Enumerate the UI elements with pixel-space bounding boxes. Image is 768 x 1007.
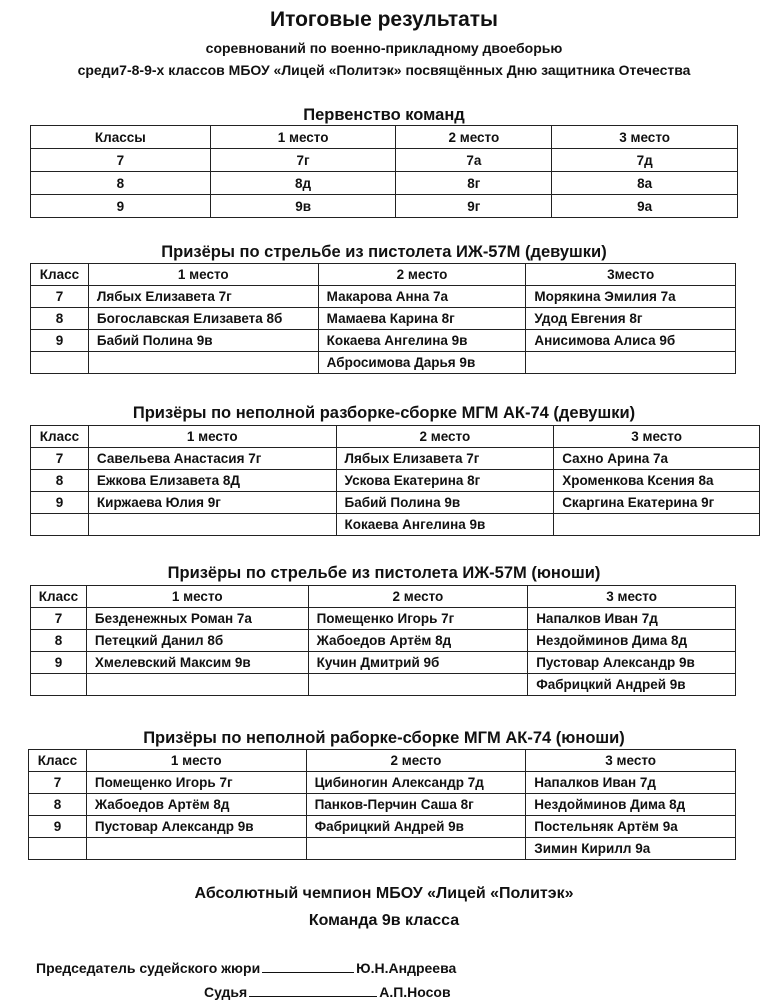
table-cell: Нездойминов Дима 8д <box>528 630 736 652</box>
signature-blank <box>249 984 377 997</box>
table-cell: Помещенко Игорь 7г <box>86 772 306 794</box>
table-cell: 9 <box>31 195 211 218</box>
table-cell: 9г <box>396 195 552 218</box>
section-title-pistol-girls: Призёры по стрельбе из пистолета ИЖ-57М (девушки) <box>161 243 607 261</box>
class-cell: 9 <box>31 330 89 352</box>
table-cell: Лябых Елизавета 7г <box>336 448 554 470</box>
results-table-assembly-boys <box>28 749 736 860</box>
table-cell: Скаргина Екатерина 9г <box>554 492 760 514</box>
table-cell: Цибиногин Александр 7д <box>306 772 526 794</box>
table-cell: Хмелевский Максим 9в <box>86 652 308 674</box>
table-cell: Удод Евгения 8г <box>526 308 736 330</box>
class-cell: 8 <box>29 794 87 816</box>
table-cell: Бабий Полина 9в <box>336 492 554 514</box>
page-title: Итоговые результаты <box>270 8 498 31</box>
results-table-pistol-boys <box>30 585 736 696</box>
table-row <box>29 794 736 816</box>
team-header-cell: Классы <box>31 126 211 149</box>
table-cell: Зимин Кирилл 9а <box>526 838 736 860</box>
header-cell: Класс <box>31 264 89 286</box>
table-cell <box>308 674 528 696</box>
table-row <box>31 470 760 492</box>
table-header-row <box>31 426 760 448</box>
results-table-assembly-girls <box>30 425 760 536</box>
table-cell: Ежкова Елизавета 8Д <box>88 470 336 492</box>
table-cell: Сахно Арина 7а <box>554 448 760 470</box>
table-cell: Панков-Перчин Саша 8г <box>306 794 526 816</box>
header-cell: 2 место <box>306 750 526 772</box>
table-cell: Пустовар Александр 9в <box>528 652 736 674</box>
table-cell: Кокаева Ангелина 9в <box>318 330 526 352</box>
table-row <box>31 195 738 218</box>
table-row <box>29 816 736 838</box>
table-cell: Морякина Эмилия 7а <box>526 286 736 308</box>
page-subtitle-2: среди7-8-9-х классов МБОУ «Лицей «Политэк» посвящённых Дню защитника Отечества <box>77 62 691 78</box>
table-row <box>31 492 760 514</box>
table-cell: Хроменкова Ксения 8а <box>554 470 760 492</box>
table-cell: Киржаева Юлия 9г <box>88 492 336 514</box>
class-cell: 9 <box>31 492 89 514</box>
table-cell: Макарова Анна 7а <box>318 286 526 308</box>
table-row <box>31 608 736 630</box>
class-cell <box>31 514 89 536</box>
header-cell: 3 место <box>554 426 760 448</box>
absolute-champion-line: Абсолютный чемпион МБОУ «Лицей «Политэк» <box>194 885 574 902</box>
table-cell <box>86 838 306 860</box>
table-cell: Фабрицкий Андрей 9в <box>306 816 526 838</box>
table-row <box>31 330 736 352</box>
class-cell <box>31 674 87 696</box>
class-cell: 9 <box>29 816 87 838</box>
table-cell: 7 <box>31 149 211 172</box>
table-row <box>31 448 760 470</box>
table-cell: Помещенко Игорь 7г <box>308 608 528 630</box>
table-cell: 7г <box>210 149 396 172</box>
team-section-title: Первенство команд <box>303 106 465 124</box>
team-header-cell: 2 место <box>396 126 552 149</box>
class-cell: 8 <box>31 470 89 492</box>
table-cell: 8г <box>396 172 552 195</box>
table-cell: Жабоедов Артём 8д <box>86 794 306 816</box>
table-row <box>31 630 736 652</box>
header-cell: 2 место <box>336 426 554 448</box>
class-cell: 8 <box>31 630 87 652</box>
header-cell: 1 место <box>86 750 306 772</box>
header-cell: 1 место <box>88 426 336 448</box>
table-cell: Ускова Екатерина 8г <box>336 470 554 492</box>
table-cell: 9а <box>552 195 738 218</box>
section-title-pistol-boys: Призёры по стрельбе из пистолета ИЖ-57М (юноши) <box>167 564 601 582</box>
table-cell: 8 <box>31 172 211 195</box>
table-cell <box>306 838 526 860</box>
judge-signature-line <box>204 984 451 1000</box>
header-cell: 2 место <box>308 586 528 608</box>
table-cell: Бабий Полина 9в <box>88 330 318 352</box>
table-cell: Петецкий Данил 8б <box>86 630 308 652</box>
table-cell: Жабоедов Артём 8д <box>308 630 528 652</box>
table-cell: Пустовар Александр 9в <box>86 816 306 838</box>
table-row <box>31 286 736 308</box>
table-cell: Лябых Елизавета 7г <box>88 286 318 308</box>
table-cell: Напалков Иван 7д <box>528 608 736 630</box>
section-title-assembly-boys: Призёры по неполной раборке-сборке МГМ АК-74 (юноши) <box>143 729 625 747</box>
class-cell: 7 <box>31 608 87 630</box>
class-cell: 7 <box>29 772 87 794</box>
table-cell: Фабрицкий Андрей 9в <box>528 674 736 696</box>
table-cell: Безденежных Роман 7а <box>86 608 308 630</box>
table-cell <box>526 352 736 374</box>
class-cell: 9 <box>31 652 87 674</box>
table-cell: Абросимова Дарья 9в <box>318 352 526 374</box>
table-row <box>31 172 738 195</box>
header-cell: Класс <box>29 750 87 772</box>
judge-name: А.П.Носов <box>379 984 451 1000</box>
header-cell: 3место <box>526 264 736 286</box>
team-table <box>30 125 738 218</box>
header-cell: 3 место <box>526 750 736 772</box>
table-row <box>31 514 760 536</box>
table-row <box>31 674 736 696</box>
table-cell: Богославская Елизавета 8б <box>88 308 318 330</box>
champion-team-line: Команда 9в класса <box>308 912 460 929</box>
team-header-cell: 3 место <box>552 126 738 149</box>
table-row <box>29 838 736 860</box>
page-subtitle: соревнований по военно-прикладному двоеборью <box>205 40 563 56</box>
table-cell <box>88 352 318 374</box>
table-row <box>31 352 736 374</box>
table-header-row <box>31 586 736 608</box>
table-cell: Мамаева Карина 8г <box>318 308 526 330</box>
table-cell <box>88 514 336 536</box>
class-cell: 8 <box>31 308 89 330</box>
table-row <box>29 772 736 794</box>
table-cell: 8д <box>210 172 396 195</box>
header-cell: 1 место <box>88 264 318 286</box>
team-header-row <box>31 126 738 149</box>
header-cell: Класс <box>31 586 87 608</box>
class-cell: 7 <box>31 448 89 470</box>
team-header-cell: 1 место <box>210 126 396 149</box>
table-cell <box>86 674 308 696</box>
table-cell: 7а <box>396 149 552 172</box>
table-cell: Кучин Дмитрий 9б <box>308 652 528 674</box>
table-cell: Савельева Анастасия 7г <box>88 448 336 470</box>
table-cell: Постельняк Артём 9а <box>526 816 736 838</box>
header-cell: 2 место <box>318 264 526 286</box>
table-row <box>31 308 736 330</box>
section-title-assembly-girls: Призёры по неполной разборке-сборке МГМ АК-74 (девушки) <box>132 404 636 422</box>
results-table-pistol-girls <box>30 263 736 374</box>
chair-signature-line <box>36 960 456 976</box>
table-row <box>31 149 738 172</box>
table-cell: Напалков Иван 7д <box>526 772 736 794</box>
chair-name: Ю.Н.Андреева <box>356 960 457 976</box>
class-cell <box>29 838 87 860</box>
table-cell <box>554 514 760 536</box>
table-row <box>31 652 736 674</box>
table-cell: Кокаева Ангелина 9в <box>336 514 554 536</box>
class-cell <box>31 352 89 374</box>
header-cell: 3 место <box>528 586 736 608</box>
header-cell: Класс <box>31 426 89 448</box>
signature-blank <box>262 960 354 973</box>
chair-label: Председатель судейского жюри <box>36 960 261 976</box>
judge-label: Судья <box>204 984 248 1000</box>
table-header-row <box>31 264 736 286</box>
table-cell: 7д <box>552 149 738 172</box>
table-cell: Анисимова Алиса 9б <box>526 330 736 352</box>
header-cell: 1 место <box>86 586 308 608</box>
class-cell: 7 <box>31 286 89 308</box>
table-cell: 8а <box>552 172 738 195</box>
table-cell: 9в <box>210 195 396 218</box>
table-header-row <box>29 750 736 772</box>
table-cell: Нездойминов Дима 8д <box>526 794 736 816</box>
